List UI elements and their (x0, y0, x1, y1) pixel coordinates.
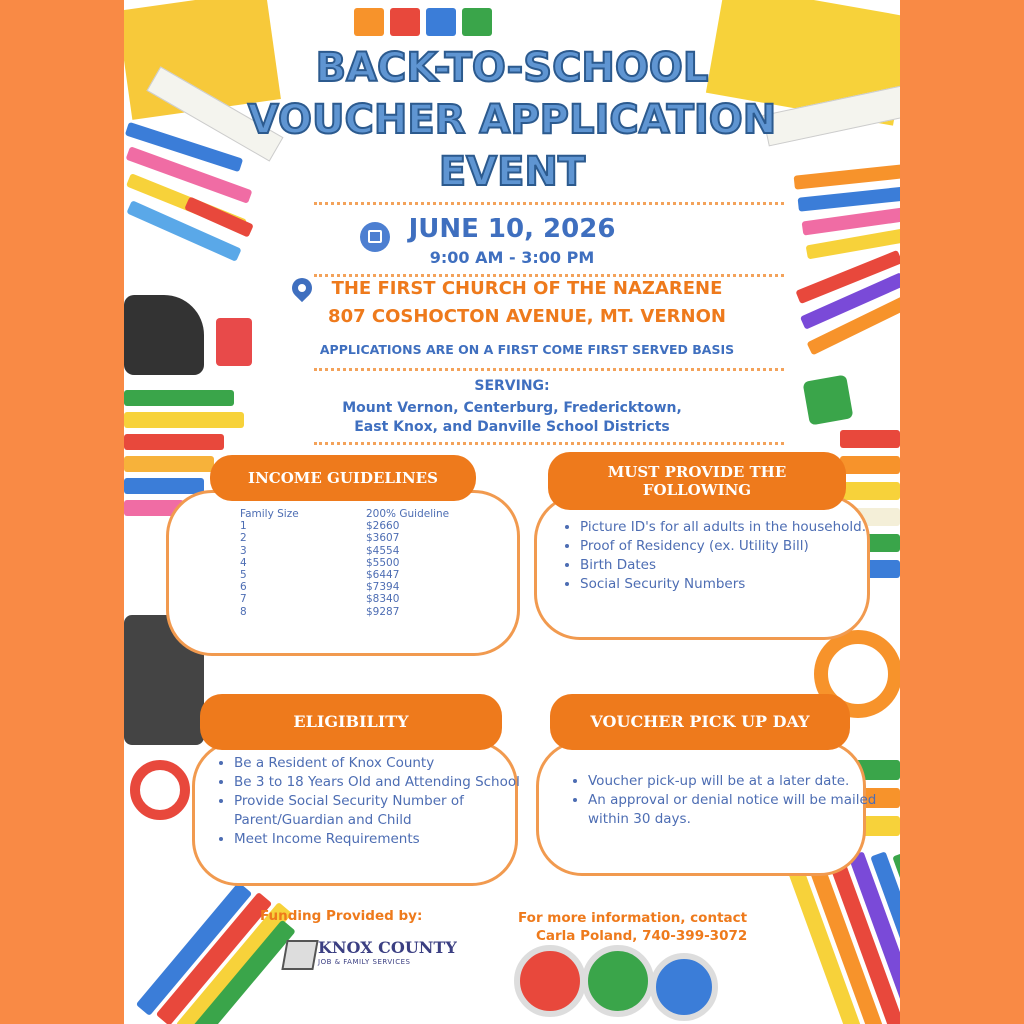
tape-decoration (130, 760, 190, 820)
table-row (240, 569, 449, 581)
divider (314, 202, 784, 205)
family-size: 2 (240, 532, 247, 545)
logo-mark-icon (281, 940, 318, 970)
table-row (240, 606, 449, 618)
pickup-list (570, 772, 878, 829)
guideline-amount: $4554 (366, 544, 400, 557)
title-line-1: BACK-TO-SCHOOL (315, 45, 709, 91)
funding-label: Funding Provided by: (260, 908, 423, 924)
guideline-amount: $5500 (366, 556, 400, 569)
list-item: • Picture ID's for all adults in the household. (580, 518, 870, 537)
family-size: 5 (240, 569, 247, 582)
table-row (240, 545, 449, 557)
first-come-notice: APPLICATIONS ARE ON A FIRST COME FIRST SERVED BASIS (319, 342, 735, 357)
flyer (124, 0, 900, 1024)
contact-line-1: For more information, contact (518, 910, 748, 926)
serving-line-1: Mount Vernon, Centerburg, Fredericktown, (342, 400, 682, 416)
guideline-header: 200% Guideline (366, 508, 450, 520)
must-provide-list (562, 518, 870, 594)
eligibility-heading: ELIGIBILITY (200, 694, 502, 750)
list-item: • Voucher pick-up will be at a later date. (588, 772, 878, 791)
guideline-amount: $8340 (366, 593, 400, 606)
list-item: • Be a Resident of Knox County (234, 754, 524, 773)
list-item: • Provide Social Security Number of Parent/Guardian and Child (234, 792, 524, 830)
divider (314, 368, 784, 371)
event-date: JUNE 10, 2026 (408, 214, 616, 244)
list-item: • Birth Dates (580, 556, 870, 575)
venue-name: THE FIRST CHURCH OF THE NAZARENE (331, 278, 723, 299)
list-item: • Be 3 to 18 Years Old and Attending School (234, 773, 524, 792)
divider (314, 442, 784, 445)
family-size: 4 (240, 556, 247, 569)
title-line-3: EVENT (438, 149, 586, 195)
paint-pots-decoration (514, 945, 714, 1024)
eligibility-list (216, 754, 524, 849)
guideline-amount: $3607 (366, 532, 400, 545)
table-row (240, 557, 449, 569)
table-row (240, 532, 449, 544)
family-size: 3 (240, 544, 247, 557)
guideline-amount: $9287 (366, 605, 400, 618)
table-row (240, 581, 449, 593)
family-size: 7 (240, 593, 247, 606)
guideline-amount: $6447 (366, 569, 400, 582)
logo-sub-text: JOB & FAMILY SERVICES (318, 958, 411, 966)
knox-county-logo (284, 936, 457, 974)
contact-line-2: Carla Poland, 740-399-3072 (536, 928, 748, 944)
table-row (240, 593, 449, 605)
divider (314, 274, 784, 277)
list-item: • Social Security Numbers (580, 575, 870, 594)
income-guidelines-heading: INCOME GUIDELINES (210, 455, 476, 501)
venue-address: 807 COSHOCTON AVENUE, MT. VERNON (328, 306, 726, 327)
table-row (240, 520, 449, 532)
family-size: 8 (240, 605, 247, 618)
must-provide-heading: MUST PROVIDE THE FOLLOWING (548, 452, 846, 510)
logo-main-text: KNOX COUNTY (318, 938, 457, 957)
serving-label: SERVING: (474, 378, 550, 394)
paint-tops-decoration (354, 0, 534, 36)
serving-line-2: East Knox, and Danville School Districts (354, 419, 670, 435)
income-table (240, 508, 449, 618)
family-size: 6 (240, 581, 247, 594)
guideline-amount: $7394 (366, 581, 400, 594)
family-size-header: Family Size (240, 508, 299, 520)
guideline-amount: $2660 (366, 520, 400, 533)
event-time: 9:00 AM - 3:00 PM (429, 248, 595, 267)
list-item: • Meet Income Requirements (234, 830, 524, 849)
list-item: • Proof of Residency (ex. Utility Bill) (580, 537, 870, 556)
income-table-header (240, 508, 449, 520)
family-size: 1 (240, 520, 247, 533)
title-line-2: VOUCHER APPLICATION (247, 97, 777, 143)
colored-pencils-bottom-right-decoration (724, 870, 900, 1024)
markers-bottom-left-decoration (124, 880, 284, 1024)
pickup-heading: VOUCHER PICK UP DAY (550, 694, 850, 750)
list-item: • An approval or denial notice will be mailed within 30 days. (588, 791, 878, 829)
